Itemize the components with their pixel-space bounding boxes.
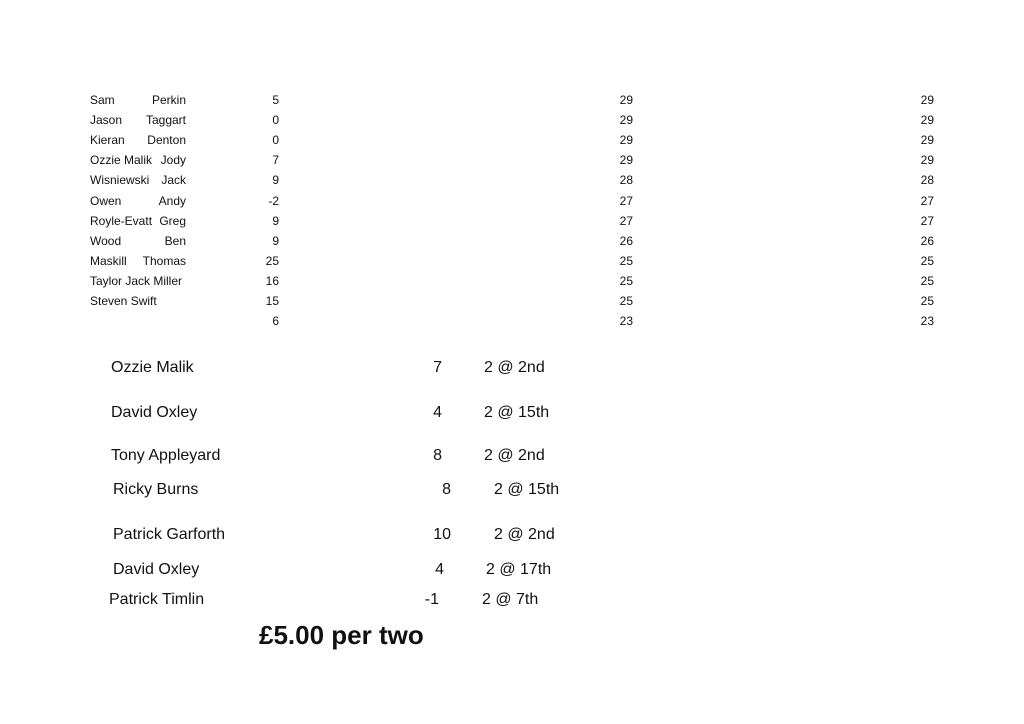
score-value: 9 (272, 233, 279, 248)
player-first-name: Steven Swift (90, 294, 157, 308)
entrant-score: 8 (442, 481, 451, 498)
player-last-name: Jody (160, 153, 186, 168)
score-value: 25 (265, 253, 279, 268)
entrant-name: Patrick Timlin (109, 591, 205, 608)
score-value: 16 (265, 273, 279, 288)
price-per-two: £5.00 per two (259, 620, 424, 650)
two-detail: 2 @ 17th (486, 561, 552, 578)
list-item (0, 444, 1024, 468)
player-first-name: Ozzie Malik (90, 153, 153, 168)
score-value: 7 (272, 153, 279, 168)
points-value: 28 (619, 173, 633, 188)
entrant-name: Tony Appleyard (111, 447, 221, 464)
entrant-name: David Oxley (111, 404, 198, 421)
player-first-name: Taylor Jack Miller (90, 273, 183, 288)
player-name (90, 110, 186, 130)
table-row (0, 211, 1024, 231)
points-value: 23 (619, 314, 633, 329)
entrant-score: 4 (435, 561, 444, 578)
points-value: 29 (619, 153, 633, 168)
player-first-name: Royle-Evatt (90, 213, 153, 228)
table-row (0, 271, 1024, 291)
player-first-name: Jason (90, 113, 123, 128)
points-value: 27 (619, 213, 633, 228)
player-name (90, 90, 186, 110)
entrant-name: Ricky Burns (113, 481, 199, 498)
player-name (90, 191, 186, 211)
list-item (0, 558, 1024, 582)
total-value: 29 (920, 113, 934, 128)
score-value: 0 (272, 133, 279, 148)
score-value: 9 (272, 213, 279, 228)
score-value: 0 (272, 113, 279, 128)
points-value: 26 (619, 233, 633, 248)
player-last-name: Perkin (151, 93, 186, 107)
table-row (0, 251, 1024, 271)
player-last-name: Greg (159, 213, 186, 228)
total-value: 28 (920, 173, 934, 188)
entrant-score: -1 (424, 591, 439, 608)
table-row (0, 150, 1024, 170)
total-value: 27 (920, 193, 934, 208)
list-item (0, 523, 1024, 547)
player-first-name: Wisniewski (90, 173, 150, 188)
two-detail: 2 @ 15th (484, 404, 550, 421)
two-detail: 2 @ 7th (482, 591, 539, 608)
table-row (0, 231, 1024, 251)
player-last-name: Andy (158, 193, 186, 208)
two-detail: 2 @ 2nd (484, 447, 545, 464)
list-item (0, 356, 1024, 380)
table-row (0, 90, 1024, 110)
player-name (90, 130, 186, 150)
points-value: 25 (619, 253, 633, 268)
player-name (90, 170, 186, 190)
player-last-name: Denton (147, 133, 186, 148)
player-first-name: Maskill (90, 253, 127, 268)
score-value: 9 (272, 173, 279, 188)
table-row (0, 291, 1024, 311)
total-value: 25 (920, 294, 934, 308)
total-value: 29 (920, 133, 934, 148)
points-value: 25 (619, 294, 633, 308)
player-name (90, 231, 186, 251)
two-detail: 2 @ 2nd (494, 526, 555, 543)
two-detail: 2 @ 15th (494, 481, 560, 498)
entrant-score: 7 (433, 359, 442, 376)
points-value: 27 (619, 193, 633, 208)
list-item (0, 588, 1024, 612)
list-item (0, 401, 1024, 425)
points-value: 25 (619, 273, 633, 288)
player-first-name: Kieran (90, 133, 125, 148)
player-last-name: Jack (161, 173, 186, 188)
player-name (90, 211, 186, 231)
entrant-score: 4 (433, 404, 442, 421)
list-item (0, 478, 1024, 502)
two-detail: 2 @ 2nd (484, 359, 545, 376)
player-first-name: Wood (90, 233, 122, 248)
player-name (90, 271, 186, 291)
table-row (0, 191, 1024, 211)
table-row (0, 110, 1024, 130)
player-last-name: Ben (164, 233, 186, 248)
player-last-name: Taggart (145, 113, 186, 128)
entrant-name: Patrick Garforth (113, 526, 226, 543)
entrant-score: 10 (433, 526, 451, 543)
player-name (90, 291, 186, 311)
total-value: 23 (920, 314, 934, 329)
score-value: 5 (272, 93, 279, 107)
total-value: 27 (920, 213, 934, 228)
player-last-name: Thomas (142, 253, 186, 268)
player-name (90, 251, 186, 271)
points-value: 29 (619, 133, 633, 148)
points-value: 29 (619, 113, 633, 128)
player-first-name: Sam (90, 93, 115, 107)
points-value: 29 (619, 93, 633, 107)
score-value: 15 (265, 294, 279, 308)
player-first-name: Owen (90, 193, 122, 208)
total-value: 26 (920, 233, 934, 248)
entrant-score: 8 (433, 447, 442, 464)
table-row (0, 311, 1024, 331)
score-value: -2 (268, 193, 279, 208)
player-name (90, 150, 186, 170)
score-value: 6 (272, 314, 279, 329)
total-value: 25 (920, 273, 934, 288)
table-row (0, 170, 1024, 190)
table-row (0, 130, 1024, 150)
total-value: 25 (920, 253, 934, 268)
total-value: 29 (920, 153, 934, 168)
entrant-name: Ozzie Malik (111, 359, 194, 376)
total-value: 29 (920, 93, 934, 107)
entrant-name: David Oxley (113, 561, 200, 578)
